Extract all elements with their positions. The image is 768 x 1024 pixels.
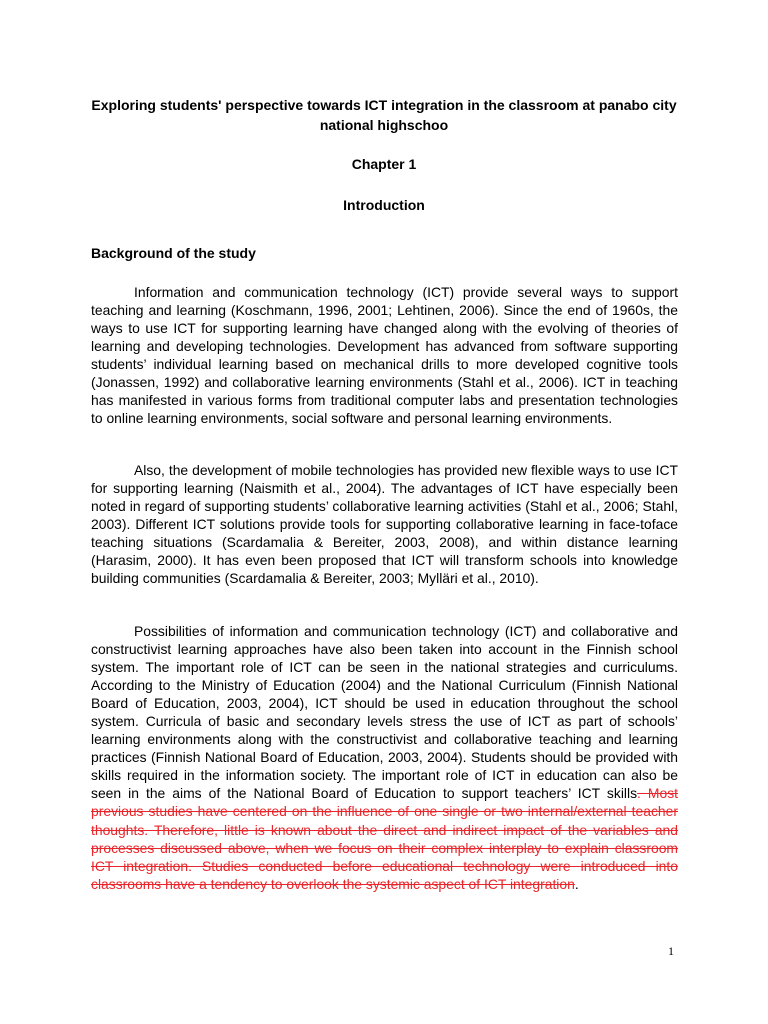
paragraph-2: Also, the development of mobile technologies has provided new flexible ways to use ICT for supporting learning (Naismith et al., 2004). The advantages of ICT have especially been noted in regard of supporting students’ collaborative learning activities (Stahl et al., 2006; Stahl, 2003). Different ICT solutions provide tools for supporting collaborative learning in face-toface teaching situations (Scardamalia & Bereiter, 2003, 2008), and within distance learning (Harasim, 2000). It has even been proposed that ICT will transform schools into knowledge building communities (Scardamalia & Bereiter, 2003; Mylläri et al., 2010). — [91, 462, 678, 587]
page-number: 1 — [668, 944, 674, 958]
paragraph-3-text: Possibilities of information and communication technology (ICT) and collaborative and constructivist learning approaches have also been taken into account in the Finnish school system. The important role of ICT can be seen in the national strategies and curriculums. According to the Ministry of Education (2004) and the National Curriculum (Finnish National Board of Education, 2003, 2004), ICT should be used in education throughout the school system. Curricula of basic and secondary levels stress the use of ICT as part of schools’ learning environments along with the constructivist and collaborative teaching and learning practices (Finnish National Board of Education, 2003, 2004). Students should be provided with skills required in the information society. The important role of ICT in education can also be seen in the aims of the National Board of Education to support teachers’ ICT skills — [91, 623, 678, 802]
chapter-heading: Chapter 1 — [351, 156, 417, 172]
paragraph-3-end: . — [574, 875, 579, 892]
struck-through-text: . Most previous studies have centered on the influence of one single or two internal/external teacher thoughts. Therefore, little is known about the direct and indirect impact of the variables and processes discussed above, when we focus on their complex interplay to explain classroom ICT integration. Studies conducted before educational technology were introduced into classrooms have a tendency to overlook the systemic aspect of ICT integration — [91, 785, 679, 892]
document-title: Exploring students' perspective towards ICT integration in the classroom at panabo city national highschoo — [91, 97, 677, 133]
introduction-heading: Introduction — [343, 197, 425, 213]
paragraph-1: Information and communication technology (ICT) provide several ways to support teaching and learning (Koschmann, 1996, 2001; Lehtinen, 2006). Since the end of 1960s, the ways to use ICT for supporting learning have changed along with the evolving of theories of learning and developing technologies. Development has advanced from software supporting students’ individual learning based on mechanical drills to more developed cognitive tools (Jonassen, 1992) and collaborative learning environments (Stahl et al., 2006). ICT in teaching has manifested in various forms from traditional computer labs and presentation technologies to online learning environments, social software and personal learning environments. — [91, 284, 678, 427]
paragraph-3 — [91, 622, 678, 893]
section-heading: Background of the study — [91, 245, 256, 261]
